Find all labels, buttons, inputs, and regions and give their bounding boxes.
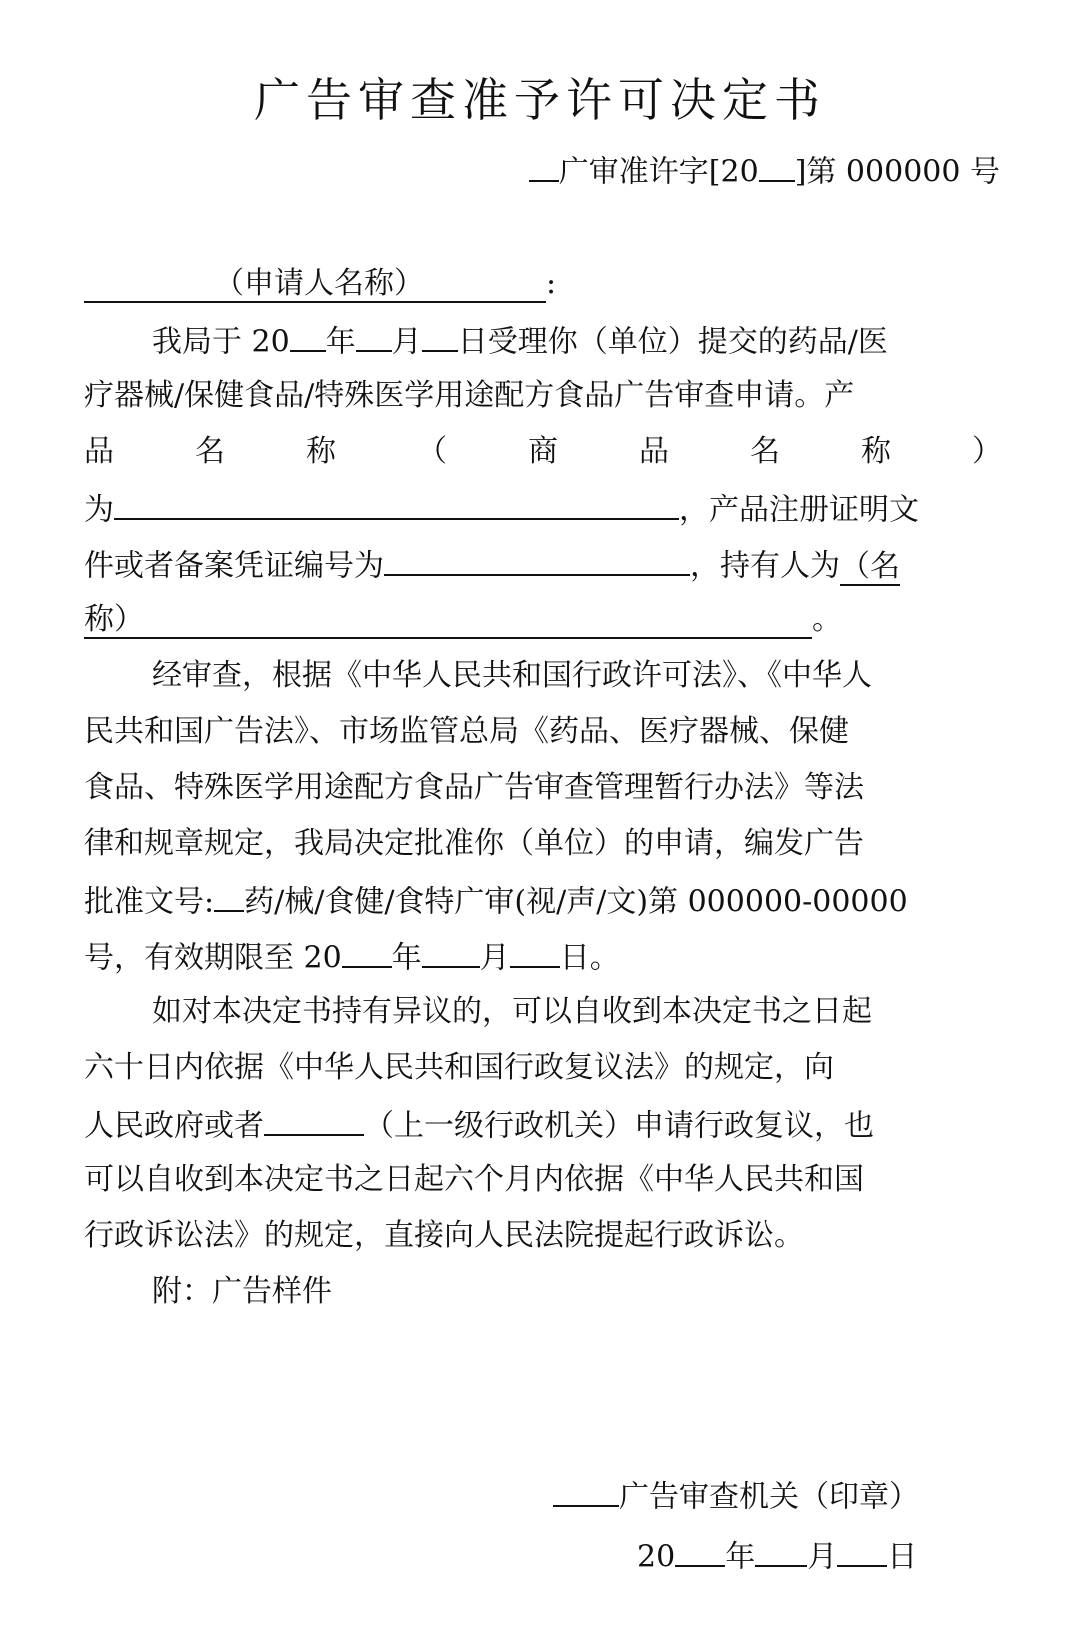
- registration-number-field: [384, 542, 690, 576]
- superior-agency-field: [264, 1102, 364, 1136]
- para1-line6: 称） 。: [84, 602, 842, 637]
- holder-name-field-cont: 称）: [84, 602, 812, 639]
- para2-line1: 经审查，根据《中华人民共和国行政许可法》、《中华人: [152, 658, 872, 693]
- para1-line3: 品 名 称 （ 商 品 名 称 ）: [84, 434, 1002, 469]
- authority-seal-line: 广告审查机关（印章）: [553, 1473, 919, 1520]
- applicant-name-field: （申请人名称）: [84, 266, 546, 303]
- para1-line5: 件或者备案凭证编号为 ，持有人为（名: [84, 542, 1002, 589]
- attachment-line: 附：广告样件: [152, 1274, 332, 1309]
- para1-line4: 为 ，产品注册证明文: [84, 486, 1002, 533]
- para1-line1: 我局于 20 年 月 日受理你（单位）提交的药品/医: [84, 318, 1002, 365]
- document-title: 广告审查准予许可决定书: [254, 73, 826, 127]
- para2-line4: 律和规章规定，我局决定批准你（单位）的申请，编发广告: [84, 826, 864, 861]
- blank-line: [759, 148, 795, 182]
- para3-line3: 人民政府或者 （上一级行政机关）申请行政复议，也: [84, 1102, 1002, 1149]
- para2-line2: 民共和国广告法》、市场监管总局《药品、医疗器械、保健: [84, 714, 849, 749]
- para3-line4: 可以自收到本决定书之日起六个月内依据《中华人民共和国: [84, 1162, 864, 1197]
- document-number: 广审准许字[20 ]第 000000 号: [529, 148, 1000, 195]
- product-name-field: [114, 486, 679, 520]
- holder-name-field: （名: [840, 548, 900, 584]
- para3-line1: 如对本决定书持有异议的，可以自收到本决定书之日起: [152, 994, 872, 1029]
- para1-line2: 疗器械/保健食品/特殊医学用途配方食品广告审查申请。产: [84, 378, 855, 413]
- para3-line2: 六十日内依据《中华人民共和国行政复议法》的规定，向: [84, 1050, 834, 1085]
- blank-line: [529, 148, 559, 182]
- signature-date: 20 年 月 日: [637, 1533, 917, 1580]
- addressee-line: （申请人名称） :: [84, 262, 1002, 306]
- para3-line5: 行政诉讼法》的规定，直接向人民法院提起行政诉讼。: [84, 1218, 804, 1253]
- para2-line5: 批准文号: 药/械/食健/食特广审(视/声/文)第 000000-00000: [84, 878, 1002, 925]
- para2-line6: 号，有效期限至 20 年 月 日。: [84, 934, 1002, 981]
- para2-line3: 食品、特殊医学用途配方食品广告审查管理暂行办法》等法: [84, 770, 864, 805]
